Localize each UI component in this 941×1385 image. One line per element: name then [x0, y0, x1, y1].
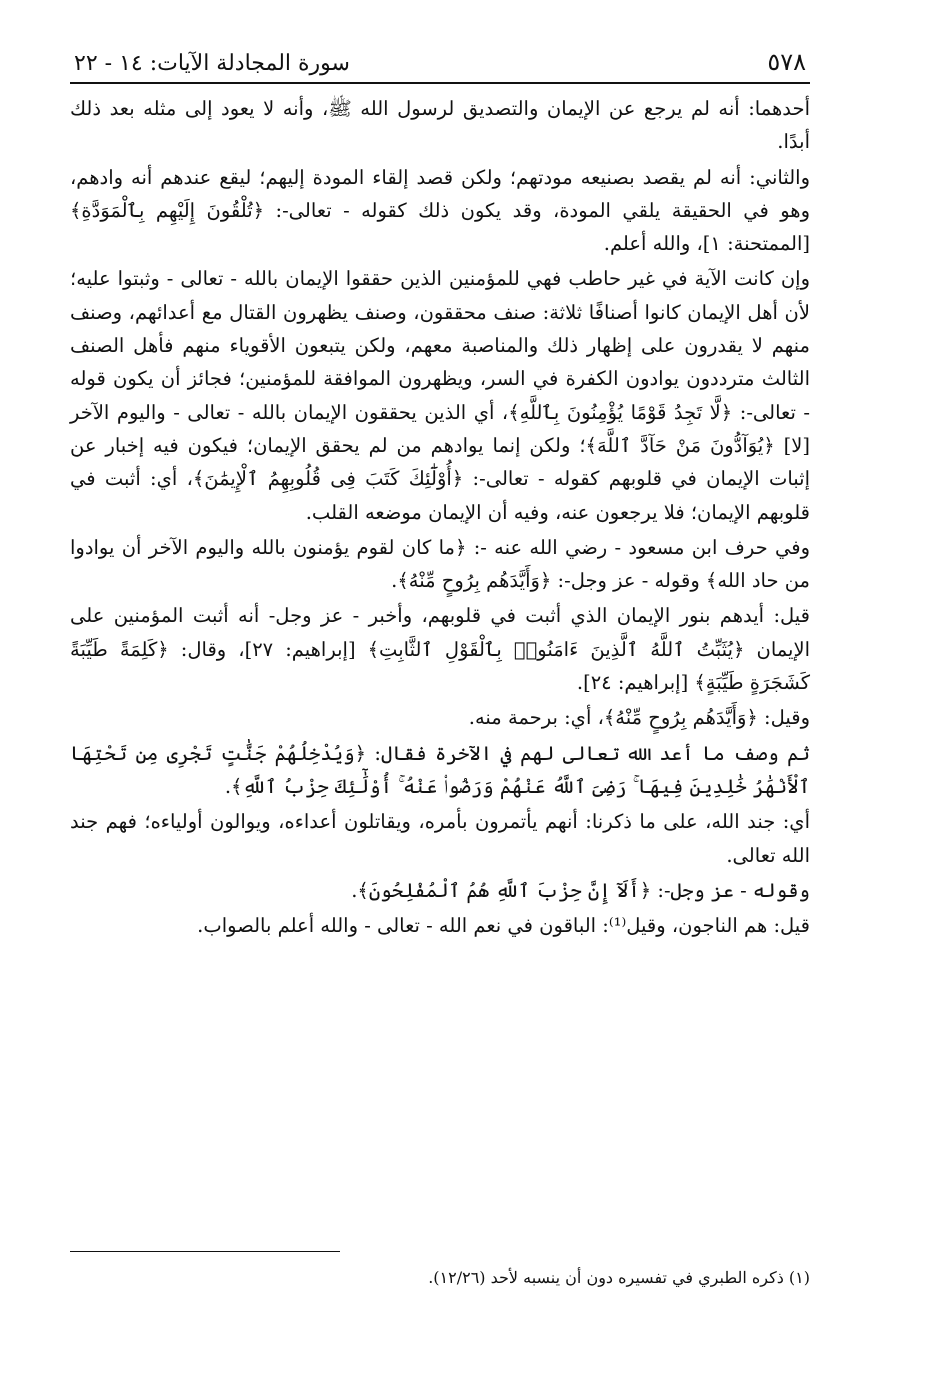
paragraph: وقوله - عز وجل-: ﴿أَلَآ إِنَّ حِزْبَ ٱللَّهِ هُمُ ٱلْمُفْلِحُونَ﴾.: [351, 878, 810, 902]
page-number: ٥٧٨: [767, 48, 806, 76]
footnote-divider: [70, 1251, 340, 1252]
paragraph: وإن كانت الآية في غير حاطب فهي للمؤمنين الذين حققوا الإيمان بالله - تعالى - وثبتوا عليه؛ لأن أهل الإيمان كانوا أصنافًا ثلاثة: صنف محققون، وصنف يظهرون القتال مع أعدائهم، وصنف منهم لا يقدرون على إظهار ذلك والمناصبة معهم، ولكن يتبعون الأقوياء منهم فأهل الصنف الثالث مترددون يوادون الكفرة في السر، ويظهرون الموافقة للمؤمنين؛ فجائز أن يكون قوله - تعالى-: ﴿لَّا تَجِدُ قَوْمًا يُؤْمِنُونَ بِٱللَّهِ﴾، أي الذين يحققون الإيمان بالله - تعالى - واليوم الآخر [لا] ﴿يُوَآدُّونَ مَنْ حَآدَّ ٱللَّهَ﴾؛ ولكن إنما يوادهم من لم يحقق الإيمان؛ فيكون فيه إخبار عن إثبات الإيمان في قلوبهم كقوله - تعالى-: ﴿أُوْلَٰٓئِكَ كَتَبَ فِى قُلُوبِهِمُ ٱلْإِيمَٰنَ﴾، أي: أثبت في قلوبهم الإيمان؛ فلا يرجعون عنه، وفيه أن الإيمان موضعه القلب.: [70, 267, 810, 524]
paragraph: أحدهما: أنه لم يرجع عن الإيمان والتصديق لرسول الله ﷺ، وأنه لا يعود إلى مثله بعد ذلك أبدًا.: [70, 97, 810, 154]
book-page: [70, 48, 810, 942]
paragraph: ثم وصف ما أعد الله تعالى لهم في الآخرة فقال: ﴿وَيُدْخِلُهُمْ جَنَّٰتٍ تَجْرِى مِن تَحْتِهَا ٱلْأَنْهَٰرُ خَٰلِدِينَ فِيهَا ۚ رَضِىَ ٱللَّهُ عَنْهُمْ وَرَضُوا۟ عَنْهُ ۚ أُوْلَٰٓئِكَ حِزْبُ ٱللَّهِ﴾.: [70, 741, 810, 798]
paragraph: قيل: أيدهم بنور الإيمان الذي أثبت في قلوبهم، وأخبر - عز وجل- أنه أثبت المؤمنين على الإيمان ﴿يُثَبِّتُ ٱللَّهُ ٱلَّذِينَ ءَامَنُوا۟ بِٱلْقَوْلِ ٱلثَّابِتِ﴾ [إبراهيم: ٢٧]، وقال: ﴿كَلِمَةً طَيِّبَةً كَشَجَرَةٍ طَيِّبَةٍ﴾ [إبراهيم: ٢٤].: [70, 604, 810, 695]
running-header: [70, 48, 810, 84]
footnote: (١) ذكره الطبري في تفسيره دون أن ينسبه لأحد (١٢/٢٦).: [428, 1268, 810, 1287]
paragraph: قيل: هم الناجون، وقيل⁽¹⁾: الباقون في نعم الله - تعالى - والله أعلم بالصواب.: [197, 914, 810, 938]
paragraph: وفي حرف ابن مسعود - رضي الله عنه -: ﴿ما كان لقوم يؤمنون بالله واليوم الآخر أن يوادوا من حاد الله﴾ وقوله - عز وجل-: ﴿وَأَيَّدَهُم بِرُوحٍ مِّنْهُ﴾.: [70, 535, 810, 593]
paragraph: وقيل: ﴿وَأَيَّدَهُم بِرُوحٍ مِّنْهُ﴾، أي: برحمة منه.: [468, 706, 810, 730]
paragraph: أي: جند الله، على ما ذكرنا: أنهم يأتمرون بأمره، ويقاتلون أعداءه، ويوالون أولياءه؛ فهم جند الله تعالى.: [70, 810, 810, 867]
running-title: سورة المجادلة الآيات: ١٤ - ٢٢: [74, 51, 350, 76]
paragraph: والثاني: أنه لم يقصد بصنيعه مودتهم؛ ولكن قصد إلقاء المودة إليهم؛ ليقع عندهم أنه وادهم، وهو في الحقيقة يلقي المودة، وقد يكون ذلك كقوله - تعالى-: ﴿تُلْقُونَ إِلَيْهِم بِٱلْمَوَدَّةِ﴾ [الممتحنة: ١]، والله أعلم.: [70, 165, 810, 256]
page-body: [70, 92, 810, 942]
